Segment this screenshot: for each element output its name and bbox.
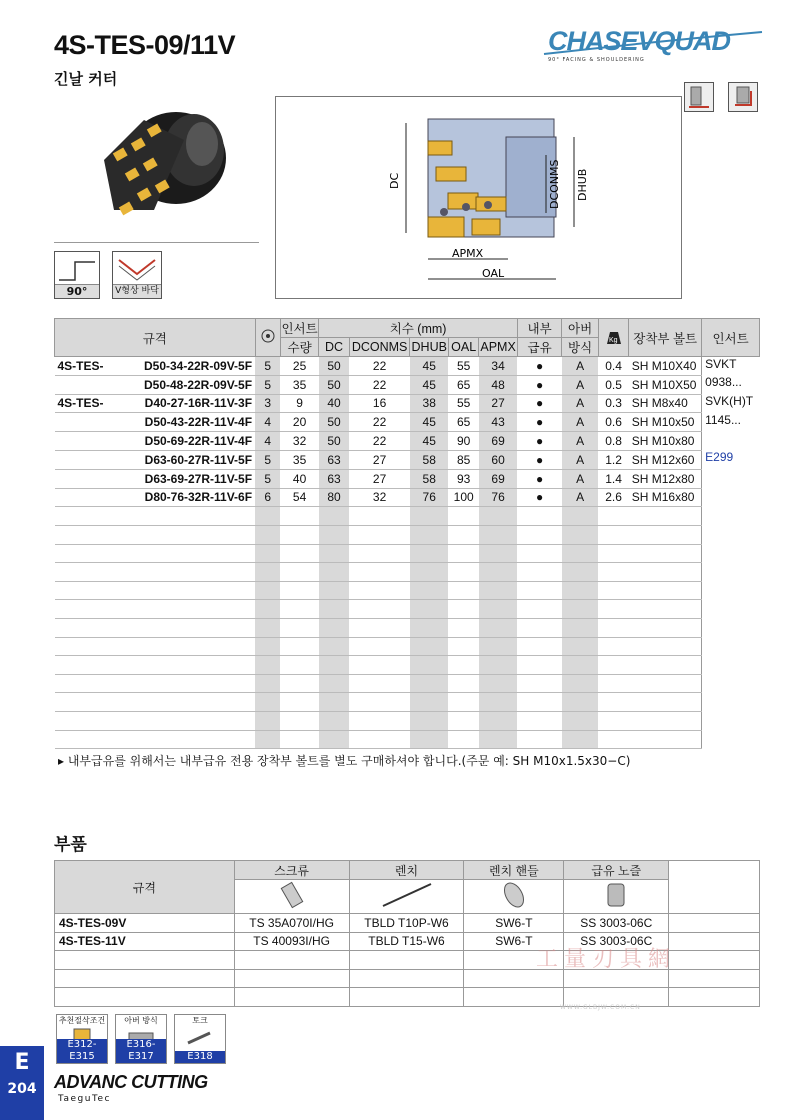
cell-apmx: 43 [479,413,517,432]
cell-oal: 90 [448,432,478,451]
cell-dhub: 45 [410,357,448,376]
apmx-label: APMX [452,247,484,260]
cell-insert: 0938... [702,375,760,394]
parts-title: 부품 [54,835,87,855]
cell-dconms: 22 [349,357,410,376]
row-code-text: D40-27-16R-11V-3F [144,396,253,411]
parts-cell-handle: SW6-T [464,932,564,951]
cell-z: 5 [255,450,280,469]
dconms-label: DCONMS [548,159,561,209]
cell-oal: 65 [448,413,478,432]
cell-kg: 0.6 [598,413,628,432]
brand-text: CHASEVQUAD [548,26,731,56]
cell-apmx: 48 [479,375,517,394]
cell-dhub: 58 [410,450,448,469]
cell-kg: 2.6 [598,488,628,507]
row-code [55,357,256,376]
cell-dc: 40 [319,394,349,413]
cell-arbor: A [562,375,598,394]
row-code [55,450,256,469]
svg-text:Kg: Kg [608,337,618,344]
empty-row [55,525,760,544]
parts-col-wrench: 렌치 [349,861,464,880]
cell-arbor: A [562,432,598,451]
cell-dconms: 22 [349,432,410,451]
empty-row [55,600,760,619]
oal-label: OAL [482,267,505,280]
parts-cell-screw: TS 40093I/HG [234,932,349,951]
table-row [55,432,760,451]
empty-row [55,618,760,637]
cell-insert [702,469,760,488]
cell-dconms: 27 [349,450,410,469]
parts-cell-screw: TS 35A070I/HG [234,914,349,933]
page-number: 204 [7,1081,37,1097]
cell-dhub: 45 [410,375,448,394]
ref-pages: E312-E315 [57,1039,107,1063]
ref-pages: E318 [175,1051,225,1063]
cell-apmx: 69 [479,432,517,451]
face-milling-icon [684,82,714,112]
parts-cell-handle: SW6-T [464,914,564,933]
brand-subtext: 90° FACING & SHOULDERING [548,57,645,63]
page-subtitle: 긴날 커터 [54,70,118,88]
parts-col-code: 규격 [55,861,235,914]
cell-arbor: A [562,394,598,413]
cell-insert [702,488,760,507]
cell-qty: 40 [280,469,318,488]
cell-insert: E299 [702,450,760,469]
shape-label: V형상 바닥 [113,284,161,298]
cell-z: 5 [255,375,280,394]
table-row [55,357,760,376]
cell-qty: 9 [280,394,318,413]
weight-icon [603,326,625,346]
cell-dconms: 32 [349,488,410,507]
cell-insert: SVK(H)T [702,394,760,413]
technical-drawing [275,96,682,299]
cell-kg: 0.4 [598,357,628,376]
cell-apmx: 34 [479,357,517,376]
ref-cutting-conditions[interactable] [56,1014,108,1064]
row-code-text: D50-69-22R-11V-4F [144,434,253,449]
parts-col-handle: 렌치 핸들 [464,861,564,880]
cell-kg: 1.2 [598,450,628,469]
cell-z: 3 [255,394,280,413]
cell-kg: 0.5 [598,375,628,394]
parts-cell-blank [669,932,760,951]
cell-z: 4 [255,413,280,432]
cell-dconms: 22 [349,375,410,394]
cell-arbor: A [562,413,598,432]
cell-dhub: 45 [410,432,448,451]
brand-logo [540,24,765,64]
cell-oal: 65 [448,375,478,394]
cell-bolt: SH M10x80 [629,432,702,451]
row-code-text: D63-69-27R-11V-5F [144,471,253,486]
cell-bolt: SH M12x80 [629,469,702,488]
cell-z: 6 [255,488,280,507]
cell-dhub: 38 [410,394,448,413]
cell-insert [702,432,760,451]
cell-dconms: 22 [349,413,410,432]
cell-kg: 0.3 [598,394,628,413]
empty-row [55,544,760,563]
cell-arbor: A [562,469,598,488]
col-arbor-top: 아버 [562,319,598,338]
table-row [55,413,760,432]
cell-qty: 20 [280,413,318,432]
cell-bolt: SH M10X50 [629,375,702,394]
spec-table [54,318,760,749]
cell-bolt: SH M10X40 [629,357,702,376]
table-row [55,375,760,394]
col-coolant-top: 내부 [517,319,562,338]
cell-insert: 1145... [702,413,760,432]
ref-arbor-type[interactable] [115,1014,167,1064]
cell-qty: 25 [280,357,318,376]
cell-kg: 0.8 [598,432,628,451]
empty-row [55,507,760,526]
cell-apmx: 60 [479,450,517,469]
cell-cool: ● [517,488,562,507]
shoulder-milling-icon [728,82,758,112]
ref-label: 추천절삭조건 [58,1016,106,1025]
cell-dc: 50 [319,432,349,451]
cell-qty: 35 [280,375,318,394]
divider [54,242,259,243]
parts-cell-blank [669,914,760,933]
cell-dhub: 58 [410,469,448,488]
parts-col-blank [669,861,760,914]
cell-cool: ● [517,375,562,394]
cell-oal: 93 [448,469,478,488]
parts-cell-code: 4S-TES-09V [55,914,235,933]
dhub-label: DHUB [576,168,589,201]
row-code [55,375,256,394]
row-code [55,394,256,413]
cell-dc: 63 [319,450,349,469]
col-insert-qty-bottom: 수량 [280,338,318,357]
row-code-text: D50-34-22R-09V-5F [143,358,253,373]
cell-dc: 63 [319,469,349,488]
section-tab [0,1046,44,1120]
cell-arbor: A [562,357,598,376]
row-prefix: 4S-TES- [57,358,104,373]
page-title: 4S-TES-09/11V [54,30,236,60]
row-code-text: D63-60-27R-11V-5F [144,452,253,467]
cell-dconms: 27 [349,469,410,488]
table-row [55,488,760,507]
col-bolt: 장착부 볼트 [629,319,702,357]
parts-cell-wrench: TBLD T10P-W6 [349,914,464,933]
cell-apmx: 69 [479,469,517,488]
ref-label: 아버 방식 [124,1016,158,1025]
cell-qty: 32 [280,432,318,451]
cell-bolt: SH M12x60 [629,450,702,469]
row-code-text: D50-43-22R-11V-4F [144,415,253,430]
empty-row [55,637,760,656]
angle-label: 90° [55,284,99,298]
dc-label: DC [388,172,401,189]
cell-apmx: 76 [479,488,517,507]
empty-row [55,711,760,730]
coolant-nozzle-icon [596,880,636,910]
wrench-image [349,880,464,914]
empty-row [55,674,760,693]
cell-cool: ● [517,413,562,432]
cell-cool: ● [517,450,562,469]
parts-cell-wrench: TBLD T15-W6 [349,932,464,951]
col-insert-qty-top: 인서트 [280,319,318,338]
col-dc: DC [319,338,349,357]
cell-kg: 1.4 [598,469,628,488]
row-code [55,413,256,432]
col-coolant-bottom: 급유 [517,338,562,357]
cell-oal: 100 [448,488,478,507]
torque-icon [184,1027,216,1049]
nozzle-image [564,880,669,914]
parts-cell-nozzle: SS 3003-06C [564,914,669,933]
cell-dc: 50 [319,413,349,432]
cell-cool: ● [517,394,562,413]
parts-cell-code: 4S-TES-11V [55,932,235,951]
row-code-text: D50-48-22R-09V-5F [143,377,253,392]
cell-bolt: SH M16x80 [629,488,702,507]
parts-col-screw: 스크류 [234,861,349,880]
cell-cool: ● [517,357,562,376]
row-code [55,488,256,507]
row-code [55,432,256,451]
row-code [55,469,256,488]
angle-badge [54,251,100,299]
cell-z: 5 [255,469,280,488]
ref-label: 토크 [192,1016,208,1025]
shape-badge [112,251,162,299]
cell-dc: 50 [319,375,349,394]
cell-oal: 55 [448,394,478,413]
col-dconms: DCONMS [349,338,410,357]
col-dims-group: 치수 (mm) [319,319,517,338]
wrench-icon [377,880,437,910]
company-name: TaeguTec [58,1094,111,1104]
cell-apmx: 27 [479,394,517,413]
cell-dc: 80 [319,488,349,507]
cell-dhub: 76 [410,488,448,507]
wrench-handle-icon [494,880,534,910]
shoulder-angle-icon [55,252,99,284]
screw-image [234,880,349,914]
section-letter: E [14,1050,30,1075]
ref-torque[interactable] [174,1014,226,1064]
cell-dconms: 16 [349,394,410,413]
col-dhub: DHUB [410,338,448,357]
col-oal: OAL [448,338,478,357]
empty-row [55,730,760,749]
cell-bolt: SH M8x40 [629,394,702,413]
cell-bolt: SH M10x50 [629,413,702,432]
empty-row [55,656,760,675]
col-weight [598,319,628,357]
col-teeth [255,319,280,357]
v-shape-bottom-icon [113,252,161,284]
table-row [55,469,760,488]
cell-oal: 55 [448,357,478,376]
coolant-note: ▸ 내부급유를 위해서는 내부급유 전용 장착부 볼트를 별도 구매하셔야 합니다.(주문 예: SH M10x1.5x30−C) [58,754,631,768]
col-arbor-bottom: 방식 [562,338,598,357]
table-row [55,450,760,469]
cell-dc: 50 [319,357,349,376]
parts-empty-row [55,988,760,1007]
cell-dhub: 45 [410,413,448,432]
parts-table [54,860,760,1007]
empty-row [55,581,760,600]
watermark-text: 工量刃具網 [536,947,677,972]
parts-cell-nozzle: SS 3003-06C [564,932,669,951]
empty-row [55,563,760,582]
advance-cutting-logo: ADVANC CUTTING [54,1072,208,1092]
col-insert: 인서트 [702,319,760,357]
cell-qty: 54 [280,488,318,507]
cell-cool: ● [517,469,562,488]
handle-image [464,880,564,914]
cell-arbor: A [562,488,598,507]
product-photo [84,100,234,230]
table-row [55,394,760,413]
empty-row [55,693,760,712]
watermark-url: WWW.GLBJW.COM.CN [560,1004,641,1011]
cell-oal: 85 [448,450,478,469]
cell-z: 5 [255,357,280,376]
cell-insert: SVKT [702,357,760,376]
cell-arbor: A [562,450,598,469]
cell-z: 4 [255,432,280,451]
cell-cool: ● [517,432,562,451]
parts-col-nozzle: 급유 노즐 [564,861,669,880]
col-code: 규격 [55,319,256,357]
screw-icon [272,880,312,910]
cutter-teeth-icon [259,327,277,345]
col-apmx: APMX [479,338,517,357]
ref-pages: E316-E317 [116,1039,166,1063]
row-code-text: D80-76-32R-11V-6F [144,490,253,505]
row-prefix: 4S-TES- [57,396,104,411]
parts-row [55,914,760,933]
cell-qty: 35 [280,450,318,469]
